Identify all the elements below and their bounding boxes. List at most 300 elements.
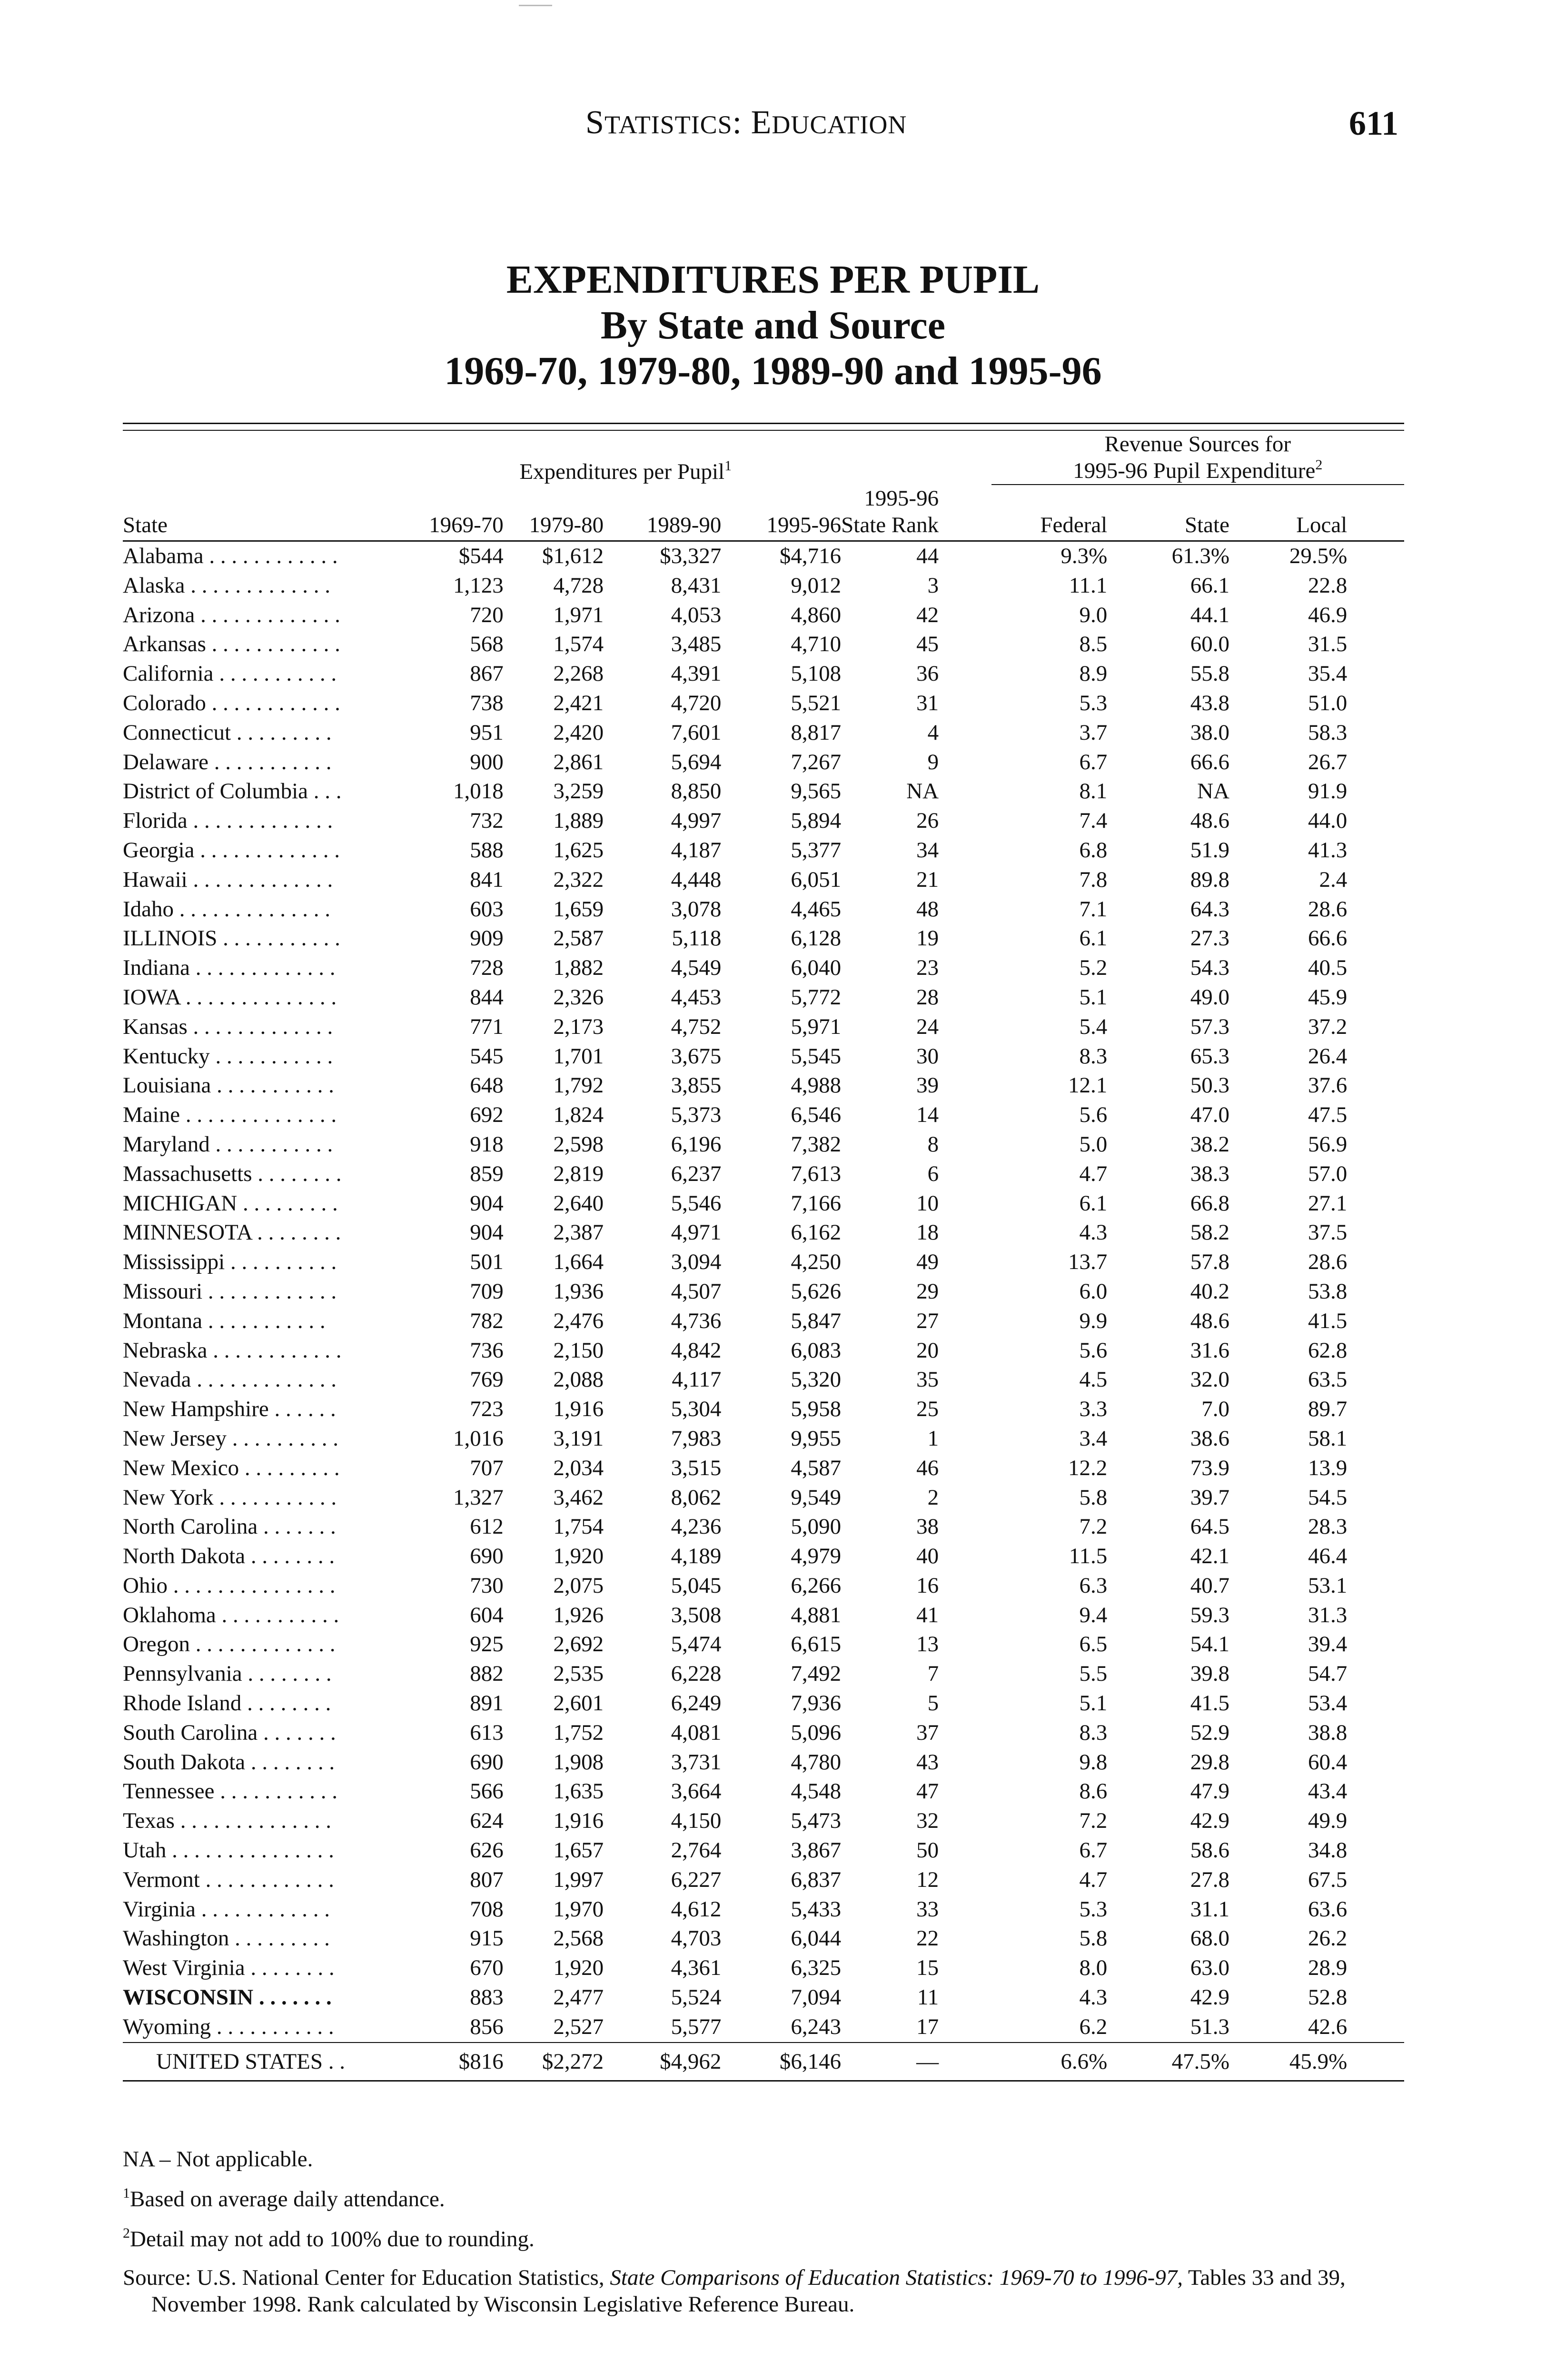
state-name: Kansas . . . . . . . . . . . . . xyxy=(123,1014,333,1039)
cell-loc: 49.9 xyxy=(1308,1808,1348,1834)
table-row xyxy=(123,2013,1404,2043)
cell-fed: 8.9 xyxy=(1079,661,1108,686)
cell-v4: 6,546 xyxy=(791,1102,842,1128)
state-name: Nevada . . . . . . . . . . . . . xyxy=(123,1367,337,1392)
cell-v2: 1,920 xyxy=(553,1955,604,1981)
cell-v2: 2,477 xyxy=(553,1985,604,2010)
cell-v2: 2,421 xyxy=(553,690,604,715)
cell-fed: 4.5 xyxy=(1079,1367,1108,1392)
cell-st: 58.2 xyxy=(1190,1220,1229,1245)
cell-v2: 1,824 xyxy=(553,1102,604,1128)
state-name: New Hampshire . . . . . . xyxy=(123,1397,336,1422)
cell-loc: 46.4 xyxy=(1308,1544,1348,1569)
cell-fed: 6.7 xyxy=(1079,749,1108,774)
state-name: Maine . . . . . . . . . . . . . . xyxy=(123,1102,337,1128)
cell-loc: 31.3 xyxy=(1308,1602,1348,1627)
table-row xyxy=(123,1601,1404,1630)
cell-v1: 844 xyxy=(470,984,504,1010)
note-1: $^1$Based on average daily attendance. xyxy=(123,2185,445,2211)
cell-fed: 8.1 xyxy=(1079,779,1108,804)
cell-fed: 7.2 xyxy=(1079,1808,1108,1834)
cell-v1: 900 xyxy=(470,749,504,774)
table-row xyxy=(123,1307,1404,1336)
section2-initial: E xyxy=(751,104,772,141)
cell-v2: 1,882 xyxy=(553,955,604,981)
cell-v1: 690 xyxy=(470,1749,504,1775)
cell-v3: 8,431 xyxy=(671,573,722,598)
cell-v2: 2,322 xyxy=(553,867,604,892)
cell-rank: 36 xyxy=(916,661,939,686)
state-name: Florida . . . . . . . . . . . . . xyxy=(123,808,333,833)
cell-st: 40.2 xyxy=(1190,1279,1229,1304)
cell-v4: 9,012 xyxy=(791,573,842,598)
state-name: New Jersey . . . . . . . . . . xyxy=(123,1426,338,1451)
cell-rank: 39 xyxy=(916,1073,939,1098)
cell-st: NA xyxy=(1197,779,1229,804)
cell-loc: 57.0 xyxy=(1308,1161,1348,1186)
group-expenditures: Expenditures per Pupil$^1$ xyxy=(519,458,732,484)
cell-v3: 4,391 xyxy=(671,661,722,686)
cell-st: 63.0 xyxy=(1190,1955,1229,1981)
cell-rank: 24 xyxy=(916,1014,939,1039)
cell-loc: 38.8 xyxy=(1308,1720,1348,1745)
cell-st: 31.1 xyxy=(1190,1896,1229,1922)
cell-v2: 1,926 xyxy=(553,1602,604,1627)
cell-v2: 2,568 xyxy=(553,1926,604,1951)
cell-v3: 4,187 xyxy=(671,837,722,863)
cell-v4: 5,320 xyxy=(791,1367,842,1392)
cell-fed: 6.1 xyxy=(1079,1190,1108,1216)
cell-v2: 1,916 xyxy=(553,1808,604,1834)
cell-st: 64.3 xyxy=(1190,896,1229,922)
cell-st: 38.0 xyxy=(1190,720,1229,745)
header-rank-row xyxy=(123,485,1404,512)
state-name: Maryland . . . . . . . . . . . xyxy=(123,1131,333,1157)
cell-st: 42.1 xyxy=(1190,1544,1229,1569)
cell-loc: 52.8 xyxy=(1308,1985,1348,2010)
cell-st: 42.9 xyxy=(1190,1808,1229,1834)
cell-loc: 26.4 xyxy=(1308,1043,1348,1069)
note-na: NA – Not applicable. xyxy=(123,2147,313,2172)
cell-st: 52.9 xyxy=(1190,1720,1229,1745)
cell-rank: 43 xyxy=(916,1749,939,1775)
table-row xyxy=(123,1865,1404,1895)
cell-loc: 46.9 xyxy=(1308,602,1348,627)
cell-rank: 11 xyxy=(917,1985,939,2010)
title-line-3: 1969-70, 1979-80, 1989-90 and 1995-96 xyxy=(444,349,1102,393)
page-number: 611 xyxy=(1348,104,1398,142)
cell-loc: 28.9 xyxy=(1308,1955,1348,1981)
cell-fed: 6.1 xyxy=(1079,926,1108,951)
cell-v3: 4,549 xyxy=(671,955,722,981)
cell-v3: 3,515 xyxy=(671,1455,722,1480)
table-row xyxy=(123,806,1404,836)
state-name: North Carolina . . . . . . . xyxy=(123,1514,336,1539)
cell-v1: 692 xyxy=(470,1102,504,1128)
cell-st: 66.8 xyxy=(1190,1190,1229,1216)
table-row xyxy=(123,895,1404,924)
cell-v2: 3,462 xyxy=(553,1485,604,1510)
cell-loc: 34.8 xyxy=(1308,1838,1348,1863)
cell-fed: 9.9 xyxy=(1079,1308,1108,1333)
cell-v3: 3,675 xyxy=(671,1043,722,1069)
cell-v4: 8,817 xyxy=(791,720,842,745)
table-row xyxy=(123,836,1404,865)
table-row xyxy=(123,1924,1404,1954)
cell-v2: 2,173 xyxy=(553,1014,604,1039)
cell-fed: 5.3 xyxy=(1079,1896,1108,1922)
cell-fed: 5.8 xyxy=(1079,1926,1108,1951)
cell-loc: 42.6 xyxy=(1308,2014,1348,2039)
col-state-rank: State Rank xyxy=(841,512,939,541)
cell-v3: 4,842 xyxy=(671,1338,722,1363)
cell-st: 40.7 xyxy=(1190,1573,1229,1598)
cell-v1: 1,016 xyxy=(453,1426,504,1451)
cell-v3: 7,601 xyxy=(671,720,722,745)
cell-v3: 4,997 xyxy=(671,808,722,833)
cell-rank: 26 xyxy=(916,808,939,833)
cell-loc: 28.3 xyxy=(1308,1514,1348,1539)
total-state: 47.5% xyxy=(1107,2043,1229,2081)
section-rest: TATISTICS xyxy=(604,110,733,139)
cell-rank: 12 xyxy=(916,1867,939,1892)
cell-fed: 5.0 xyxy=(1079,1131,1108,1157)
cell-v1: 882 xyxy=(470,1661,504,1686)
cell-fed: 9.3% xyxy=(1060,544,1108,568)
cell-fed: 5.8 xyxy=(1079,1485,1108,1510)
cell-fed: 11.5 xyxy=(1069,1544,1108,1569)
cell-v2: 1,701 xyxy=(553,1043,604,1069)
cell-loc: 67.5 xyxy=(1308,1867,1348,1892)
cell-st: 89.8 xyxy=(1190,867,1229,892)
state-name: Colorado . . . . . . . . . . . . xyxy=(123,690,340,715)
cell-st: 32.0 xyxy=(1190,1367,1229,1392)
cell-v4: 5,894 xyxy=(791,808,842,833)
state-name: Tennessee . . . . . . . . . . . xyxy=(123,1779,337,1804)
state-name: Missouri . . . . . . . . . . . . xyxy=(123,1279,337,1304)
cell-v1: 782 xyxy=(470,1308,504,1333)
cell-rank: 6 xyxy=(927,1161,939,1186)
cell-v3: 3,094 xyxy=(671,1250,722,1275)
cell-fed: 7.4 xyxy=(1079,808,1108,833)
table-row xyxy=(123,541,1404,571)
cell-loc: 45.9 xyxy=(1308,984,1348,1010)
cell-loc: 56.9 xyxy=(1308,1131,1348,1157)
table-row xyxy=(123,924,1404,953)
cell-fed: 5.1 xyxy=(1079,1691,1108,1716)
cell-fed: 8.0 xyxy=(1079,1955,1108,1981)
table-row xyxy=(123,983,1404,1012)
cell-v1: 603 xyxy=(470,896,504,922)
cell-v3: 3,078 xyxy=(671,896,722,922)
cell-v1: 1,327 xyxy=(453,1485,504,1510)
cell-loc: 2.4 xyxy=(1319,867,1348,892)
col-1989-90: 1989-90 xyxy=(604,512,721,541)
cell-loc: 47.5 xyxy=(1308,1102,1348,1128)
cell-v1: 909 xyxy=(470,926,504,951)
cell-v2: 2,861 xyxy=(553,749,604,774)
cell-loc: 54.7 xyxy=(1308,1661,1348,1686)
state-name: West Virginia . . . . . . . . xyxy=(123,1955,335,1981)
cell-st: 41.5 xyxy=(1190,1691,1229,1716)
table-body xyxy=(123,541,1404,2043)
cell-loc: 41.3 xyxy=(1308,837,1348,863)
cell-rank: 25 xyxy=(916,1397,939,1422)
table-row xyxy=(123,1454,1404,1483)
cell-fed: 5.6 xyxy=(1079,1102,1108,1128)
cell-v1: 720 xyxy=(470,602,504,627)
cell-rank: 37 xyxy=(916,1720,939,1745)
cell-v2: 3,259 xyxy=(553,779,604,804)
cell-v3: 4,453 xyxy=(671,984,722,1010)
table-title xyxy=(0,257,1546,394)
cell-st: 66.1 xyxy=(1190,573,1229,598)
state-name: MINNESOTA . . . . . . . . xyxy=(123,1220,341,1245)
cell-v2: 2,692 xyxy=(553,1632,604,1657)
cell-st: 39.7 xyxy=(1190,1485,1229,1510)
cell-v3: 5,694 xyxy=(671,749,722,774)
cell-v4: 4,710 xyxy=(791,632,842,657)
col-state: State xyxy=(123,512,410,541)
cell-loc: 26.2 xyxy=(1308,1926,1348,1951)
cell-v1: 707 xyxy=(470,1455,504,1480)
cell-fed: 12.1 xyxy=(1068,1073,1108,1098)
state-name: California . . . . . . . . . . . xyxy=(123,661,337,686)
total-label: UNITED STATES . . xyxy=(123,2043,410,2081)
state-name: Massachusetts . . . . . . . . xyxy=(123,1161,342,1186)
cell-rank: 33 xyxy=(916,1896,939,1922)
cell-v2: 2,601 xyxy=(553,1691,604,1716)
total-local: 45.9% xyxy=(1229,2043,1347,2081)
cell-v3: 4,117 xyxy=(672,1367,722,1392)
cell-v2: 2,527 xyxy=(553,2014,604,2039)
state-name: Virginia . . . . . . . . . . . . xyxy=(123,1896,330,1922)
cell-v2: 2,535 xyxy=(553,1661,604,1686)
table-row xyxy=(123,1689,1404,1718)
cell-v3: 4,736 xyxy=(671,1308,722,1333)
state-name: Vermont . . . . . . . . . . . . xyxy=(123,1867,334,1892)
state-name: District of Columbia . . . xyxy=(123,779,342,804)
cell-st: 68.0 xyxy=(1190,1926,1229,1951)
state-name: Alabama . . . . . . . . . . . . xyxy=(123,544,338,568)
cell-v4: 5,108 xyxy=(791,661,842,686)
cell-v2: 1,792 xyxy=(553,1073,604,1098)
cell-v2: $1,612 xyxy=(542,544,604,568)
section2-rest: DUCATION xyxy=(772,110,907,139)
cell-loc: 91.9 xyxy=(1308,779,1348,804)
table-top-rule xyxy=(123,423,1404,431)
cell-v3: 3,508 xyxy=(671,1602,722,1627)
cell-v4: 6,051 xyxy=(791,867,842,892)
table-row xyxy=(123,748,1404,777)
state-name: Mississippi . . . . . . . . . . xyxy=(123,1250,337,1275)
cell-fed: 8.6 xyxy=(1079,1779,1108,1804)
cell-v3: 2,764 xyxy=(671,1838,722,1863)
cell-rank: 46 xyxy=(916,1455,939,1480)
rank-header-line1: 1995-96 xyxy=(864,486,939,511)
cell-v3: 4,150 xyxy=(671,1808,722,1834)
table-row xyxy=(123,571,1404,601)
cell-v1: 723 xyxy=(470,1397,504,1422)
cell-st: 60.0 xyxy=(1190,632,1229,657)
table-row xyxy=(123,689,1404,718)
state-name: Montana . . . . . . . . . . . xyxy=(123,1308,326,1333)
cell-st: 44.1 xyxy=(1190,602,1229,627)
cell-v3: 5,045 xyxy=(671,1573,722,1598)
cell-fed: 8.3 xyxy=(1079,1720,1108,1745)
cell-st: 55.8 xyxy=(1190,661,1229,686)
cell-fed: 11.1 xyxy=(1069,573,1108,598)
cell-v2: 2,034 xyxy=(553,1455,604,1480)
cell-v3: 5,546 xyxy=(671,1190,722,1216)
cell-v3: 8,850 xyxy=(671,779,722,804)
cell-loc: 89.7 xyxy=(1308,1397,1348,1422)
cell-v2: 1,997 xyxy=(553,1867,604,1892)
cell-v2: 1,752 xyxy=(553,1720,604,1745)
cell-fed: 4.7 xyxy=(1079,1867,1108,1892)
table-row xyxy=(123,1954,1404,1983)
cell-v3: 6,228 xyxy=(671,1661,722,1686)
cell-v1: 626 xyxy=(470,1838,504,1863)
table-row xyxy=(123,1012,1404,1042)
state-name: IOWA . . . . . . . . . . . . . . xyxy=(123,984,337,1010)
cell-v4: 6,044 xyxy=(791,1926,842,1951)
cell-v4: 6,243 xyxy=(791,2014,842,2039)
cell-loc: 41.5 xyxy=(1308,1308,1348,1333)
state-name: Nebraska . . . . . . . . . . . . xyxy=(123,1338,342,1363)
cell-st: 59.3 xyxy=(1190,1602,1229,1627)
group-revenue-line2: 1995-96 Pupil Expenditure$^2$ xyxy=(991,457,1404,485)
cell-fed: 5.2 xyxy=(1079,955,1108,981)
cell-st: 61.3% xyxy=(1171,544,1229,568)
cell-v1: 738 xyxy=(470,690,504,715)
cell-v1: 867 xyxy=(470,661,504,686)
cell-v4: 5,847 xyxy=(791,1308,842,1333)
state-name: Kentucky . . . . . . . . . . . xyxy=(123,1043,333,1069)
cell-v3: 3,664 xyxy=(671,1779,722,1804)
cell-st: 58.6 xyxy=(1190,1838,1229,1863)
cell-v4: 5,433 xyxy=(791,1896,842,1922)
cell-fed: 4.3 xyxy=(1079,1220,1108,1245)
cell-v1: 690 xyxy=(470,1544,504,1569)
state-name: ILLINOIS . . . . . . . . . . . xyxy=(123,926,340,951)
cell-v4: 5,473 xyxy=(791,1808,842,1834)
cell-v4: $4,716 xyxy=(779,544,842,568)
cell-v2: 1,889 xyxy=(553,808,604,833)
cell-st: 51.3 xyxy=(1190,2014,1229,2039)
cell-v3: 3,731 xyxy=(671,1749,722,1775)
cell-v2: 1,908 xyxy=(553,1749,604,1775)
cell-v3: 4,507 xyxy=(671,1279,722,1304)
cell-v1: 904 xyxy=(470,1190,504,1216)
cell-v4: 7,613 xyxy=(791,1161,842,1186)
cell-v4: 5,772 xyxy=(791,984,842,1010)
cell-v4: 5,971 xyxy=(791,1014,842,1039)
cell-v2: 1,754 xyxy=(553,1514,604,1539)
cell-v3: 4,236 xyxy=(671,1514,722,1539)
section-separator: : xyxy=(732,104,751,141)
cell-fed: 7.2 xyxy=(1079,1514,1108,1539)
cell-st: 7.0 xyxy=(1201,1397,1229,1422)
cell-st: 66.6 xyxy=(1190,749,1229,774)
state-name: Rhode Island . . . . . . . . xyxy=(123,1691,331,1716)
cell-rank: 8 xyxy=(927,1131,939,1157)
cell-loc: 62.8 xyxy=(1308,1338,1348,1363)
cell-v4: 6,162 xyxy=(791,1220,842,1245)
cell-v3: 4,081 xyxy=(671,1720,722,1745)
cell-v1: 951 xyxy=(470,720,504,745)
cell-v3: 6,249 xyxy=(671,1691,722,1716)
table-row xyxy=(123,601,1404,630)
table-row xyxy=(123,1836,1404,1865)
cell-loc: 51.0 xyxy=(1308,690,1348,715)
cell-v4: 5,545 xyxy=(791,1043,842,1069)
table-row xyxy=(123,777,1404,806)
cell-v4: 4,780 xyxy=(791,1749,842,1775)
cell-loc: 37.6 xyxy=(1308,1073,1348,1098)
cell-v2: 1,574 xyxy=(553,632,604,657)
cell-fed: 5.3 xyxy=(1079,690,1108,715)
cell-v4: 4,860 xyxy=(791,602,842,627)
cell-v4: 3,867 xyxy=(791,1838,842,1863)
cell-v1: 856 xyxy=(470,2014,504,2039)
cell-st: 49.0 xyxy=(1190,984,1229,1010)
expenditures-table-container xyxy=(123,423,1404,2082)
cell-v1: 501 xyxy=(470,1250,504,1275)
cell-v1: 859 xyxy=(470,1161,504,1186)
cell-st: 57.3 xyxy=(1190,1014,1229,1039)
cell-v3: 4,361 xyxy=(671,1955,722,1981)
cell-loc: 22.8 xyxy=(1308,573,1348,598)
cell-v2: 1,659 xyxy=(553,896,604,922)
total-federal: 6.6% xyxy=(991,2043,1108,2081)
cell-v4: 4,465 xyxy=(791,896,842,922)
cell-st: 38.2 xyxy=(1190,1131,1229,1157)
header-group-row xyxy=(123,431,1404,485)
cell-v1: 918 xyxy=(470,1131,504,1157)
cell-v1: 545 xyxy=(470,1043,504,1069)
cell-v1: 670 xyxy=(470,1955,504,1981)
cell-loc: 37.5 xyxy=(1308,1220,1348,1245)
cell-v2: 2,088 xyxy=(553,1367,604,1392)
cell-st: 43.8 xyxy=(1190,690,1229,715)
cell-v3: 8,062 xyxy=(671,1485,722,1510)
section-initial: S xyxy=(585,104,605,141)
cell-st: 27.3 xyxy=(1190,926,1229,951)
cell-v4: 7,382 xyxy=(791,1131,842,1157)
cell-v2: 2,420 xyxy=(553,720,604,745)
cell-rank: 50 xyxy=(916,1838,939,1863)
cell-v1: 624 xyxy=(470,1808,504,1834)
cell-loc: 60.4 xyxy=(1308,1749,1348,1775)
table-row xyxy=(123,1483,1404,1513)
cell-st: 73.9 xyxy=(1190,1455,1229,1480)
cell-v1: 925 xyxy=(470,1632,504,1657)
title-line-2: By State and Source xyxy=(600,303,946,347)
cell-fed: 3.4 xyxy=(1079,1426,1108,1451)
cell-v2: 2,075 xyxy=(553,1573,604,1598)
table-row xyxy=(123,1130,1404,1160)
scan-mark xyxy=(519,5,552,6)
cell-st: 38.3 xyxy=(1190,1161,1229,1186)
table-row xyxy=(123,718,1404,748)
cell-st: 64.5 xyxy=(1190,1514,1229,1539)
state-name: New Mexico . . . . . . . . . xyxy=(123,1455,340,1480)
cell-v1: 915 xyxy=(470,1926,504,1951)
running-header xyxy=(585,104,907,142)
cell-loc: 29.5% xyxy=(1289,544,1348,568)
cell-v1: 709 xyxy=(470,1279,504,1304)
